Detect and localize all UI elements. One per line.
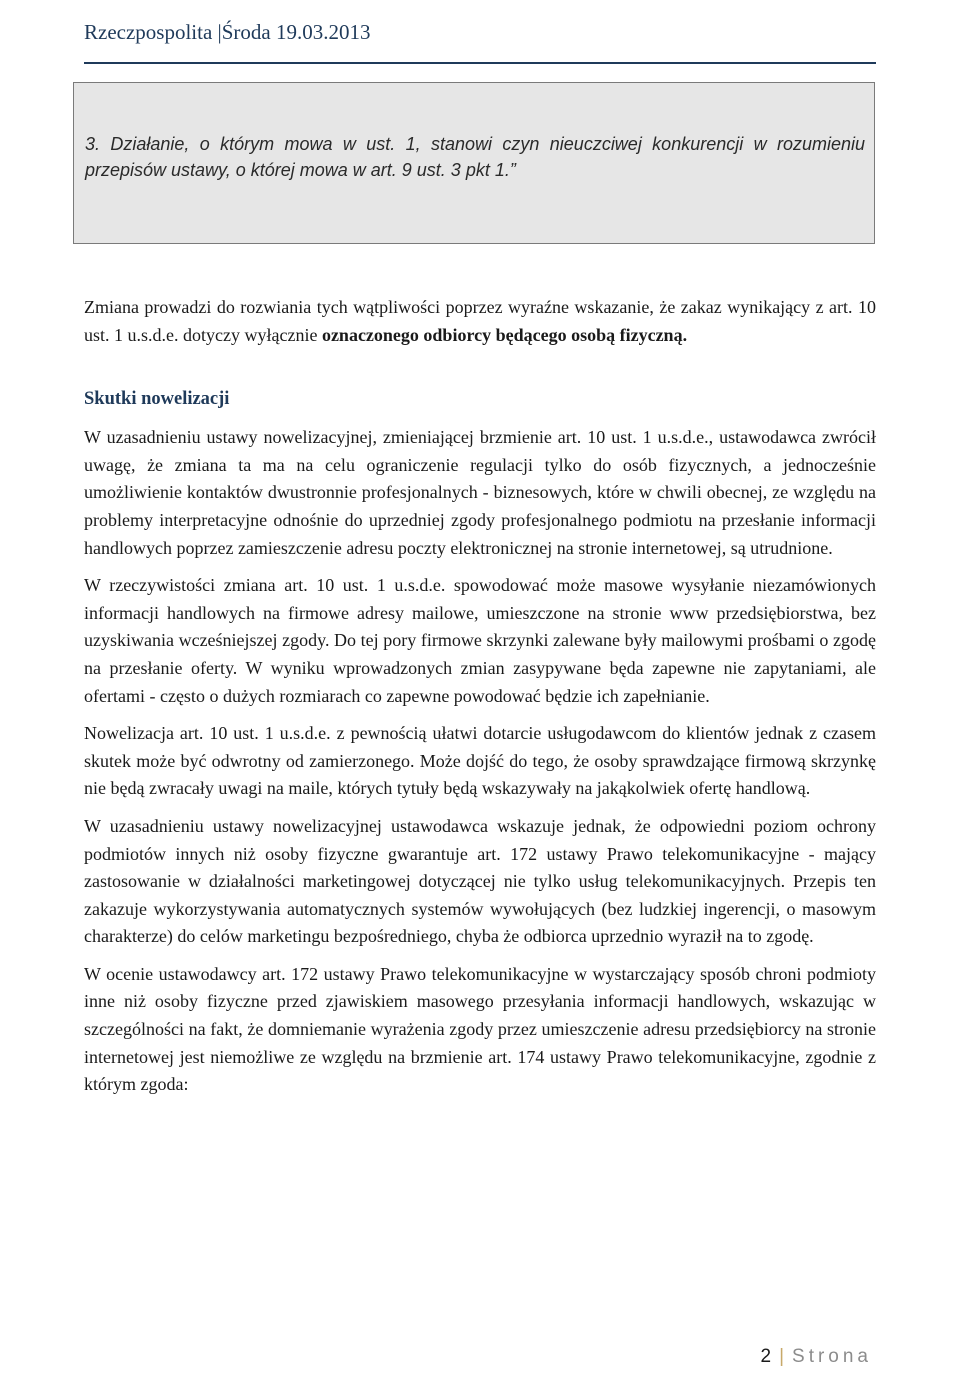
quoted-provision-text: 3. Działanie, o którym mowa w ust. 1, stanowi czyn nieuczciwej konkurencji w rozumieniu przepisów ustawy, o której mowa w art. 9 ust. 3 pkt 1.”	[85, 134, 865, 180]
paragraph-1: W uzasadnieniu ustawy nowelizacyjnej, zmieniającej brzmienie art. 10 ust. 1 u.s.d.e., ustawodawca zwrócił uwagę, że zmiana ta ma na celu ograniczenie regulacji tylko do osób fizycznych, a jednocześnie umożliwienie kontaktów dwustronnie profesjonalnych - biznesowych, które w chwili obecnej, ze względu na problemy interpretacyjne odnośnie do uprzedniej zgody profesjonalnego podmiotu na przesłanie informacji handlowych poprzez zamieszczenie adresu poczty elektronicznej na stronie internetowej, są utrudnione.	[84, 427, 876, 558]
intro-paragraph	[84, 294, 876, 349]
page-header	[0, 0, 960, 64]
footer-separator: |	[779, 1346, 785, 1367]
main-content	[84, 294, 876, 1099]
section-heading: Skutki nowelizacji	[84, 389, 230, 410]
header-rule	[84, 62, 876, 64]
intro-bold-text: oznaczonego odbiorcy będącego osobą fizyczną.	[321, 324, 688, 345]
page-footer	[761, 1346, 873, 1368]
paragraph-4: W uzasadnieniu ustawy nowelizacyjnej ustawodawca wskazuje jednak, że odpowiedni poziom ochrony podmiotów innych niż osoby fizyczne gwarantuje art. 172 ustawy Prawo telekomunikacyjne - mający zastosowanie w działalności marketingowej dotyczącej nie tylko usług telekomunikacyjnych. Przepis ten zakazuje wykorzystywania automatycznych systemów wywołujących (bez ludzkiej ingerencji, o masowym charakterze) do celów marketingu bezpośredniego, chyba że odbiorca uprzednio wyraził na to zgodę.	[84, 815, 876, 947]
footer-label: Strona	[792, 1346, 872, 1367]
quoted-provision-box	[73, 82, 875, 244]
paragraph-2: W rzeczywistości zmiana art. 10 ust. 1 u.s.d.e. spowodować może masowe wysyłanie niezamówionych informacji handlowych na firmowe adresy mailowe, umieszczone na stronie www przedsiębiorstwa, bez uzyskiwania wcześniejszej zgody. Do tej pory firmowe skrzynki zalewane były mailowymi prośbami o zgodę na przesłanie oferty. W wyniku wprowadzonych zmian zasypywane będa zapewne nie zapytaniami, ale ofertami - często o dużych rozmiarach co zapewne powodować będzie ich zapełnianie.	[84, 575, 876, 706]
header-title: Rzeczpospolita |Środa 19.03.2013	[84, 20, 371, 44]
paragraph-5: W ocenie ustawodawcy art. 172 ustawy Prawo telekomunikacyjne w wystarczający sposób chroni podmioty inne niż osoby fizyczne przed zjawiskiem masowego przesyłania informacji handlowych, wskazując w szczególności na fakt, że domniemanie wyrażenia zgody przez umieszczenie adresu przedsiębiorcy na stronie internetowej jest niemożliwe ze względu na brzmienie art. 174 ustawy Prawo telekomunikacyjne, zgodnie z którym zgoda:	[84, 963, 876, 1095]
paragraph-3: Nowelizacja art. 10 ust. 1 u.s.d.e. z pewnością ułatwi dotarcie usługodawcom do klientów jednak z czasem skutek może być odwrotny od zamierzonego. Może dojść do tego, że osoby sprawdzające firmową skrzynkę nie będą zwracały uwagi na maile, których tytuły będą wskazywały na jakąkolwiek ofertę handlową.	[84, 723, 876, 799]
page-number: 2	[760, 1346, 772, 1367]
intro-text: Zmiana prowadzi do rozwiania tych wątpliwości poprzez wyraźne wskazanie, że zakaz wynikający z art. 10 ust. 1 u.s.d.e. dotyczy wyłącznie	[84, 297, 876, 345]
